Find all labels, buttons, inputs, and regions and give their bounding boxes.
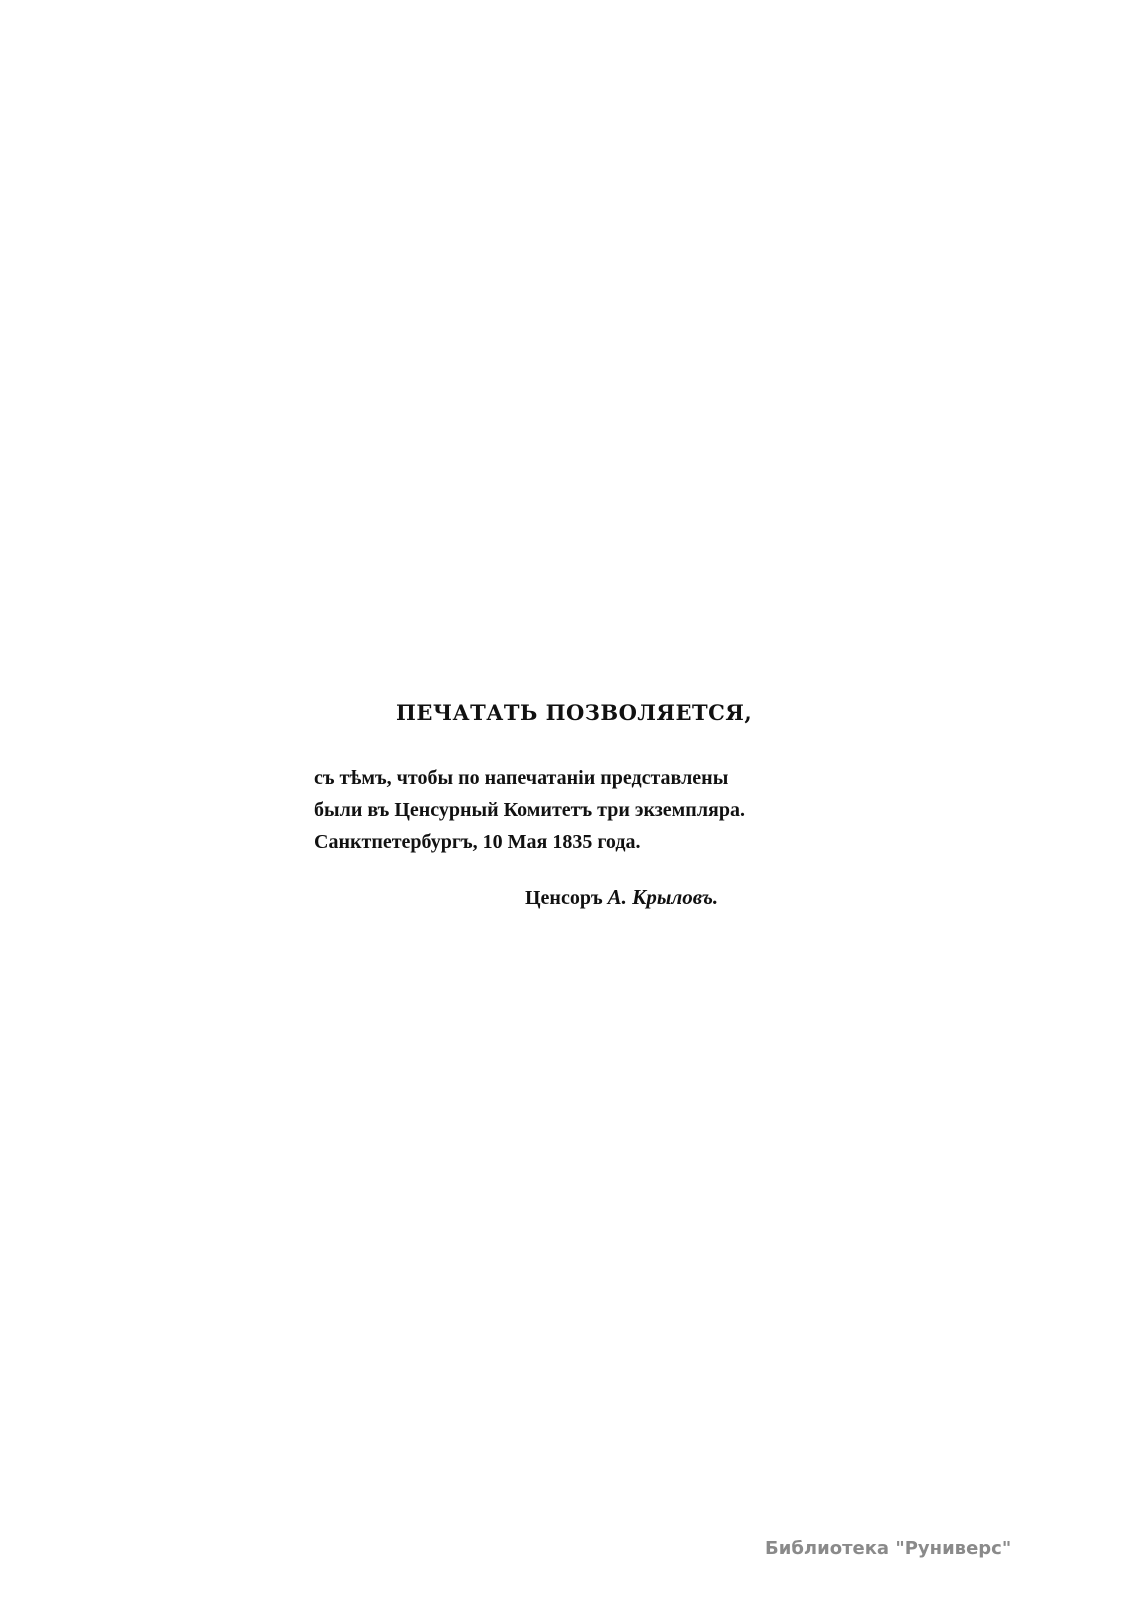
censor-title: Ценсоръ [525, 887, 603, 909]
permission-text-line: съ тѣмъ, чтобы по напечатаніи представлены [314, 767, 729, 789]
censor-signature [525, 884, 785, 911]
date-line: Санктпетербургъ, 10 Мая 1835 года. [314, 831, 641, 853]
censor-name: А. Крыловъ. [607, 885, 719, 909]
permission-text-line: были въ Ценсурный Комитетъ три экземпляра. [314, 799, 745, 821]
library-watermark: Библиотека "Руниверс" [765, 1538, 1012, 1559]
page-heading: ПЕЧАТАТЬ ПОЗВОЛЯЕТСЯ, [396, 700, 753, 725]
